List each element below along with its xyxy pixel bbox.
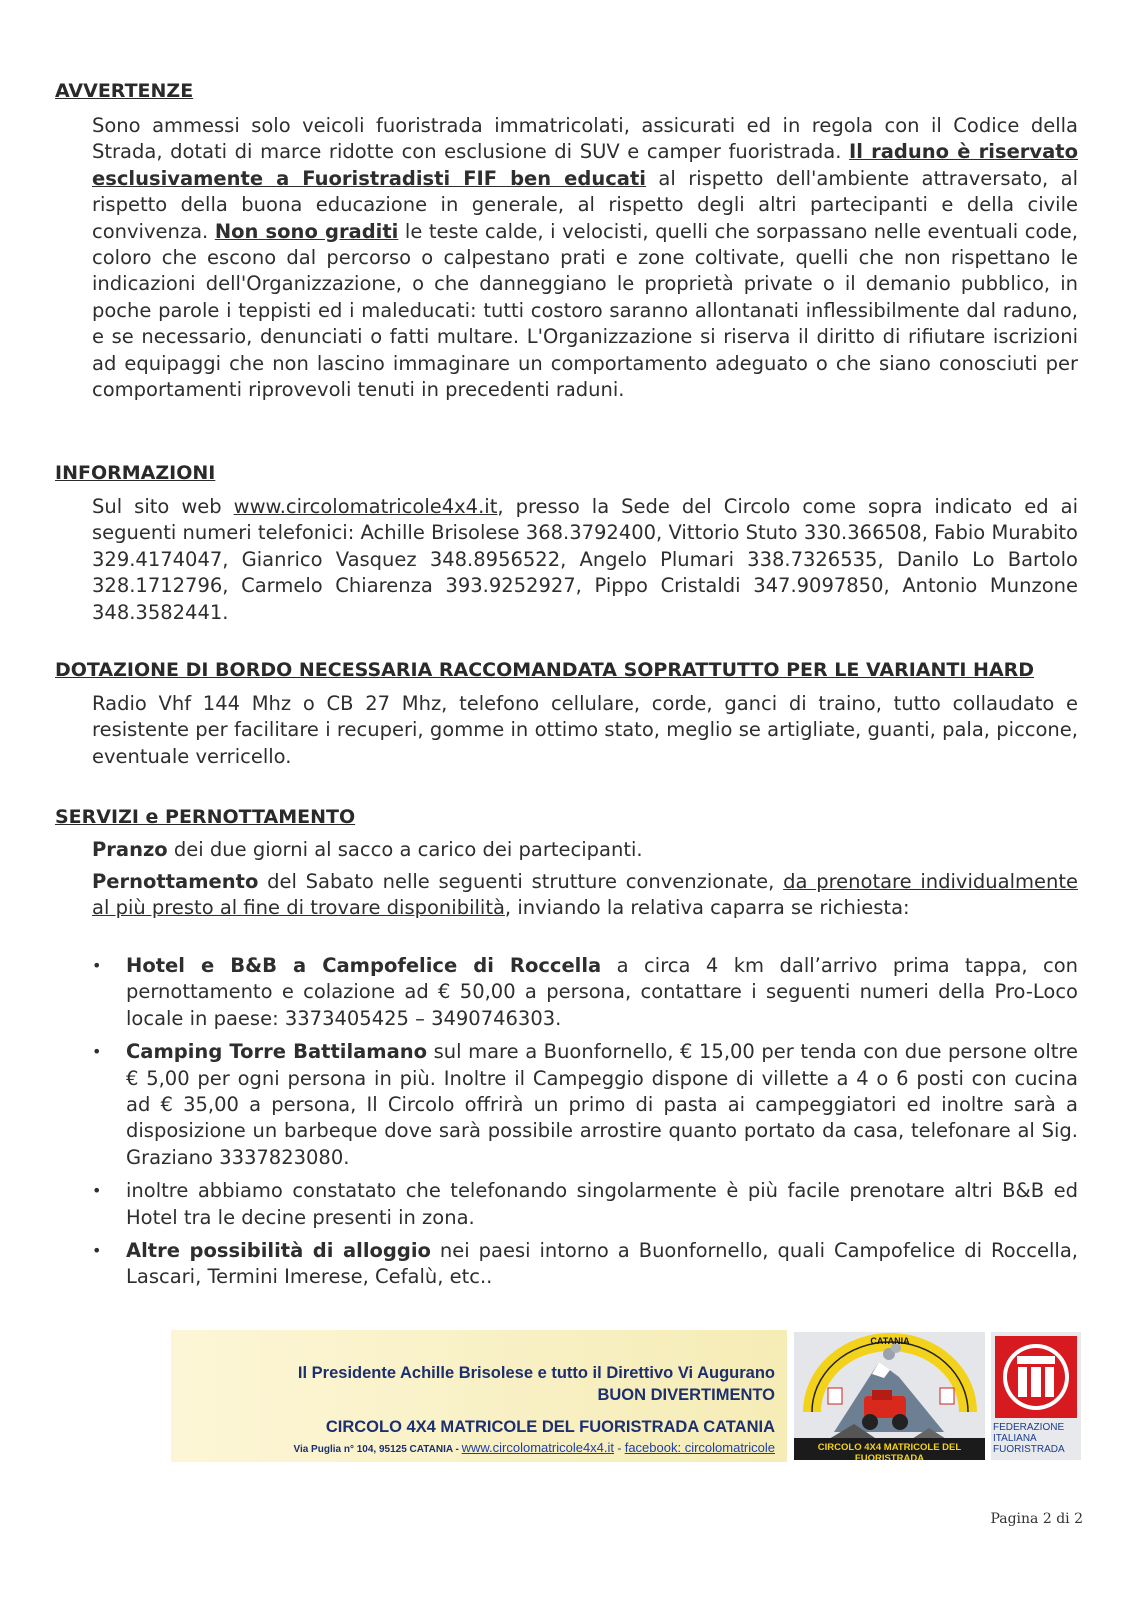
banner-address: Via Puglia n° 104, 95125 CATANIA -: [293, 1444, 462, 1455]
circolo-logo: [794, 1332, 985, 1460]
pranzo-label: Pranzo: [92, 838, 168, 861]
pranzo-text: dei due giorni al sacco a carico dei partecipanti.: [167, 838, 643, 861]
section-title-avvertenze: AVVERTENZE: [55, 80, 194, 102]
banner-facebook-link[interactable]: facebook: circolomatricole: [624, 1440, 775, 1455]
pernottamento-text-2: , inviando la relativa caparra se richiesta:: [504, 896, 910, 920]
circolo-logo-top-label: CATANIA: [870, 1336, 910, 1346]
bullet-icon: •: [92, 956, 102, 975]
fif-label-3: FUORISTRADA: [993, 1444, 1065, 1455]
banner-website-link[interactable]: www.circolomatricole4x4.it: [461, 1440, 615, 1455]
fif-label-2: ITALIANA: [993, 1433, 1037, 1444]
avvertenze-text-2: al rispetto dell'ambiente attraversato, al rispetto della buona educazione in generale, al rispetto degli altri partecipanti e della civile convivenza.: [92, 166, 1078, 243]
avvertenze-text-1: Sono ammessi solo veicoli fuoristrada immatricolati, assicurati ed in regola con il Codice della Strada, dotati di marce ridotte con esclusione di SUV e camper fuoristrada.: [92, 114, 1078, 164]
pernottamento-underlined: da prenotare individualmente al più presto al fine di trovare disponibilità: [92, 870, 1078, 920]
section-title-informazioni: INFORMAZIONI: [55, 462, 216, 484]
banner-club-name: CIRCOLO 4X4 MATRICOLE DEL FUORISTRADA CATANIA: [325, 1418, 775, 1436]
banner-text-panel: [171, 1330, 787, 1462]
section-title-servizi: SERVIZI e PERNOTTAMENTO: [55, 806, 356, 828]
list-item-text: a circa 4 km dall’arrivo prima tappa, con pernottamento e colazione ad € 50,00 a persona, contattare i seguenti numeri della Pro-Loco locale in paese: 3373405425 – 3490746303.: [126, 954, 1078, 1030]
bullet-icon: •: [92, 1042, 102, 1062]
avvertenze-paragraph: [92, 113, 1078, 403]
pernottamento-paragraph: [92, 869, 1078, 922]
circolo-logo-bottom-label: CIRCOLO 4X4 MATRICOLE DEL FUORISTRADA: [817, 1442, 962, 1460]
circolo-logo-graphic: [794, 1332, 985, 1460]
page-number: Pagina 2 di 2: [990, 1511, 1083, 1527]
avvertenze-text-3: le teste calde, i velocisti, quelli che sorpassano nelle eventuali code, coloro che escono dal percorso o calpestano prati e zone coltivate, quelli che non rispettano le indicazioni dell'Organizzazione, o che danneggiano le proprietà private o il demanio pubblico, in poche parole i teppisti ed i maleducati: tutti costoro saranno allontanati inflessibilmente dal raduno, e se necessario, denunciati o fatti multare. L'Organizzazione si riserva il diritto di rifiutare iscrizioni ad equipaggi che non lascino immaginare un comportamento adeguato o che siano conosciuti per comportamenti riprovevoli tenuti in precedenti raduni.: [92, 219, 1078, 402]
website-link[interactable]: www.circolomatricole4x4.it: [233, 495, 498, 518]
fif-label-1: FEDERAZIONE: [993, 1422, 1065, 1433]
banner-separator: -: [614, 1441, 625, 1455]
list-item: [92, 1178, 1078, 1231]
list-item-title: Altre possibilità di alloggio: [126, 1239, 431, 1263]
informazioni-text-2: , presso la Sede del Circolo come sopra indicato ed ai seguenti numeri telefonici: Achille Brisolese 368.3792400, Vittorio Stuto 330.366508, Fabio Murabito 329.4174047, Gianrico Vasquez 348.8956522, Angelo Plumari 338.7326535, Danilo Lo Bartolo 328.1712796, Carmelo Chiarenza 393.9252927, Pippo Cristaldi 347.9097850, Antonio Munzone 348.3582441.: [92, 495, 1078, 624]
fif-logo: [991, 1332, 1081, 1460]
accommodation-list: [92, 953, 1078, 1298]
bullet-icon: •: [92, 1181, 102, 1201]
pernottamento-text-1: del Sabato nelle seguenti strutture convenzionate,: [258, 870, 784, 893]
avvertenze-underlined-2: Non sono graditi: [214, 219, 399, 243]
list-item: [92, 1238, 1078, 1291]
informazioni-paragraph: [92, 494, 1078, 626]
list-item-text: inoltre abbiamo constatato che telefonando singolarmente è più facile prenotare altri B&B ed Hotel tra le decine presenti in zona.: [126, 1179, 1078, 1229]
dotazione-paragraph: Radio Vhf 144 Mhz o CB 27 Mhz, telefono cellulare, corde, ganci di traino, tutto collaudato e resistente per facilitare i recuperi, gomme in ottimo stato, meglio se artigliate, guanti, pala, piccone, eventuale verricello.: [92, 692, 1078, 768]
pranzo-paragraph: [92, 837, 1078, 863]
section-title-dotazione: DOTAZIONE DI BORDO NECESSARIA RACCOMANDATA SOPRATTUTTO PER LE VARIANTI HARD: [55, 659, 1035, 681]
avvertenze-underlined-1: Il raduno è riservato esclusivamente a Fuoristradisti FIF ben educati: [92, 140, 1079, 190]
list-item: [92, 953, 1078, 1032]
list-item: [92, 1039, 1078, 1171]
banner-contacts: [293, 1440, 775, 1455]
list-item-title: Camping Torre Battilamano: [126, 1040, 428, 1064]
banner-greeting: Il Presidente Achille Brisolese e tutto il Direttivo Vi Augurano: [297, 1364, 775, 1382]
list-item-title: Hotel e B&B a Campofelice di Roccella: [126, 954, 602, 977]
list-item-text: sul mare a Buonfornello, € 15,00 per tenda con due persone oltre € 5,00 per ogni persona in più. Inoltre il Campeggio dispone di villette a 4 o 6 posti con cucina ad € 35,00 a persona, Il Circolo offrirà un primo di pasta ai campeggiatori ed inoltre sarà a disposizione un barbeque dove sarà possibile arrostire quanto portato da casa, telefonare al Sig. Graziano 3337823080.: [126, 1040, 1078, 1169]
bullet-icon: •: [92, 1241, 102, 1261]
banner-wish: BUON DIVERTIMENTO: [597, 1386, 775, 1404]
pernottamento-label: Pernottamento: [92, 870, 259, 893]
footer-banner: [171, 1330, 1081, 1462]
informazioni-text-1: Sul sito web: [92, 495, 234, 518]
list-item-text: nei paesi intorno a Buonfornello, quali Campofelice di Roccella, Lascari, Termini Imerese, Cefalù, etc..: [126, 1239, 1078, 1289]
